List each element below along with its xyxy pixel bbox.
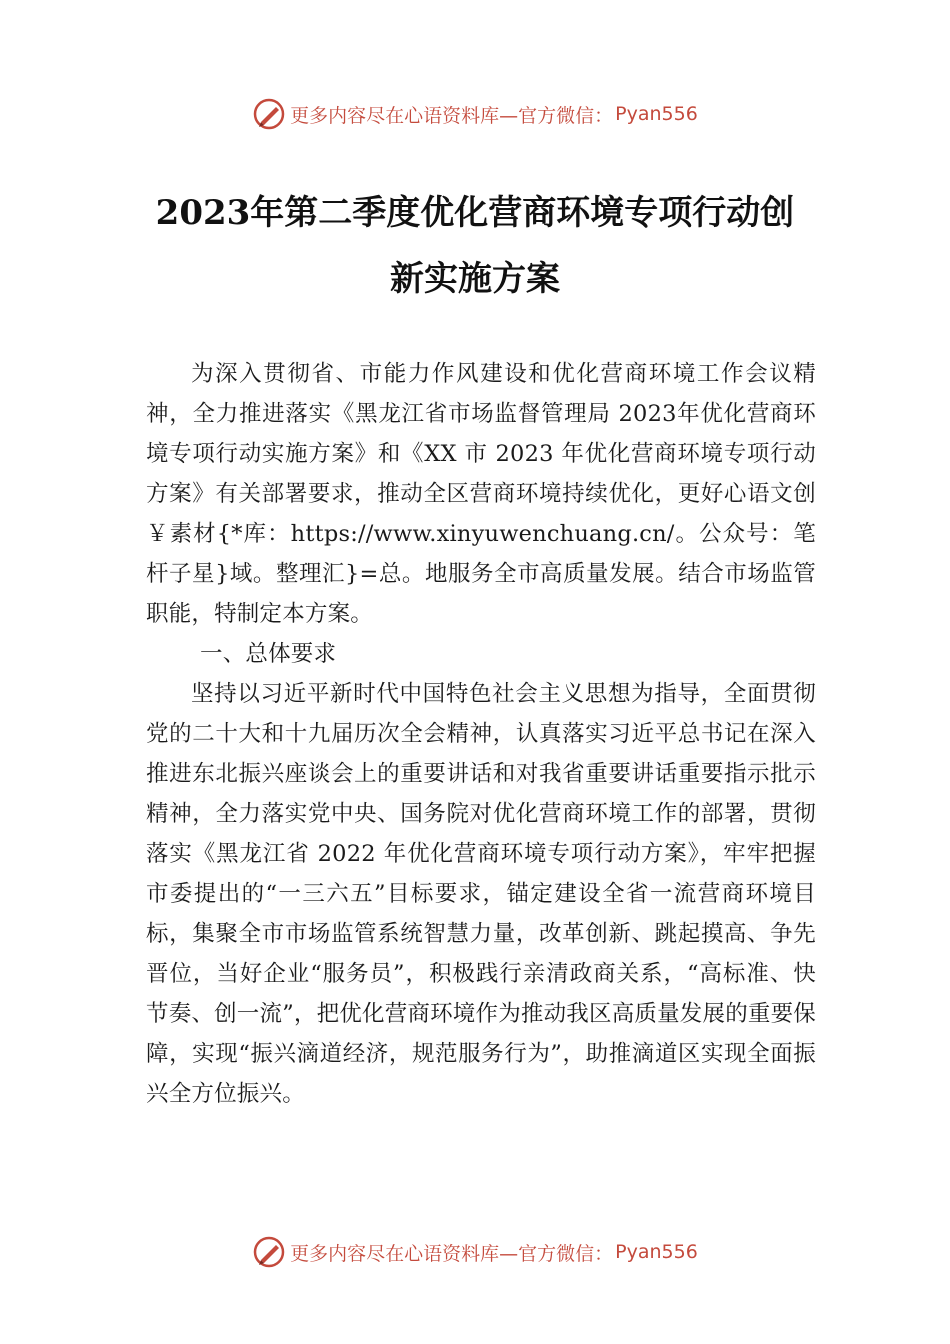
body-paragraph: 坚持以习近平新时代中国特色社会主义思想为指导，全面贯彻党的二十大和十九届历次全会精神，认真落实习近平总书记在深入推进东北振兴座谈会上的重要讲话和对我省重要讲话重要指示批示精神，全力落实党中央、国务院对优化营商环境工作的部署，贯彻落实《黑龙江省 2022 年优化营商环境专项行动方案》，牢牢把握市委提出的“一三六五”目标要求，锚定建设全省一流营商环境目标，集聚全市市场监管系统智慧力量，改革创新、跳起摸高、争先晋位，当好企业“服务员”，积极践行亲清政商关系，“高标准、快节奏、创一流”，把优化营商环境作为推动我区高质量发展的重要保障，实现“振兴滴道经济，规范服务行为”，助推滴道区实现全面振兴全方位振兴。 [146, 681, 817, 1107]
document-title [120, 180, 830, 312]
title-line-1: 2023年第二季度优化营商环境专项行动创 [155, 193, 795, 233]
pen-logo-icon [252, 1235, 286, 1269]
watermark-contact: Pyan556 [615, 103, 698, 125]
document-body [146, 354, 816, 1114]
watermark-header [0, 94, 950, 134]
watermark-text: 更多内容尽在心语资料库—官方微信： [290, 1242, 614, 1265]
intro-paragraph: 为深入贯彻省、市能力作风建设和优化营商环境工作会议精神，全力推进落实《黑龙江省市场监督管理局 2023年优化营商环境专项行动实施方案》和《XX 市 2023 年优化营商环境专项行动方案》有关部署要求，推动全区营商环境持续优化，更好心语文创￥素材{*库：https://www.xinyuwenchuang.cn/。公众号：笔杆子星}域。整理汇}=总。地服务全市高质量发展。结合市场监管职能，特制定本方案。 [146, 361, 816, 627]
watermark-text: 更多内容尽在心语资料库—官方微信： [290, 104, 614, 127]
watermark-contact: Pyan556 [615, 1241, 698, 1263]
pen-logo-icon [252, 97, 286, 131]
title-line-2: 新实施方案 [390, 259, 560, 299]
watermark-footer [0, 1232, 950, 1272]
section-heading: 一、总体要求 [200, 641, 337, 667]
